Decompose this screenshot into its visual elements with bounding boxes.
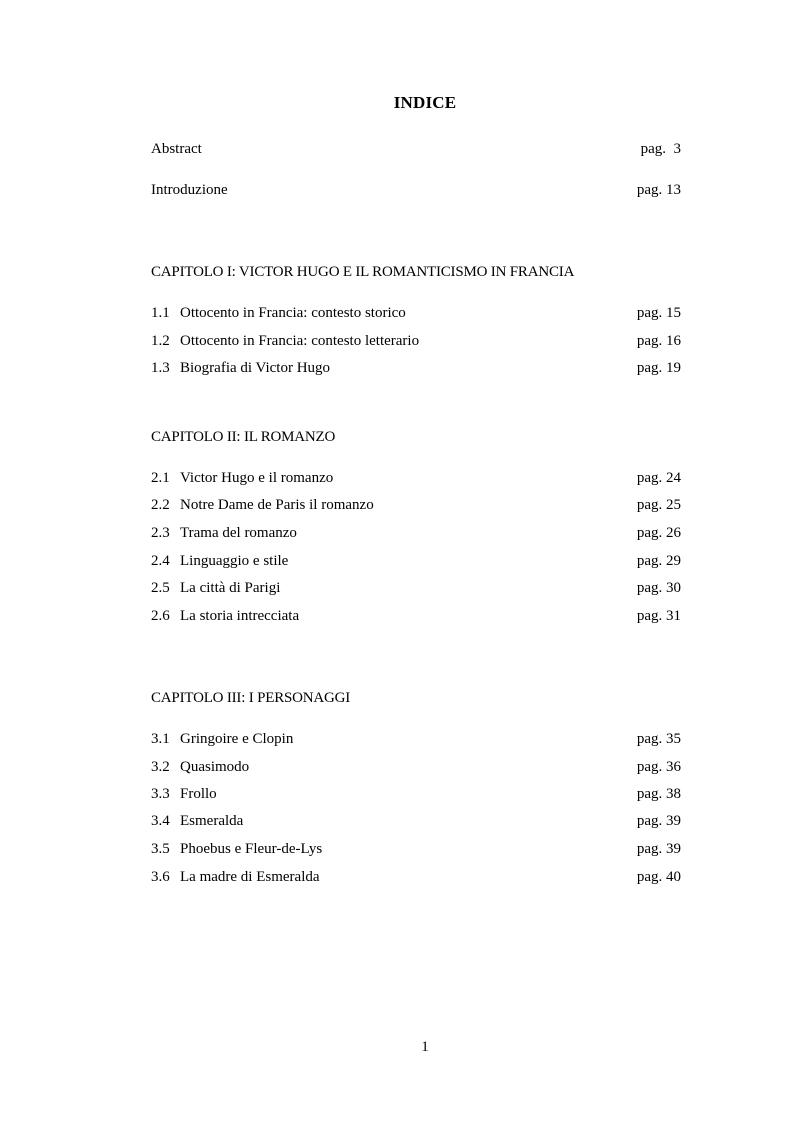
- toc-entry-page: pag. 30: [636, 580, 681, 596]
- toc-entry-introduzione: [151, 182, 681, 204]
- toc-entry: [151, 525, 681, 547]
- toc-entry: [151, 731, 681, 753]
- toc-entry-number: 3.2: [151, 759, 170, 775]
- chapter-heading: CAPITOLO I: VICTOR HUGO E IL ROMANTICISMO IN FRANCIA: [151, 264, 575, 280]
- toc-entry-page: pag. 3: [640, 141, 681, 157]
- toc-entry: [151, 608, 681, 630]
- toc-entry: [151, 580, 681, 602]
- toc-entry-number: 1.1: [151, 305, 170, 321]
- toc-entry-page: pag. 35: [636, 731, 681, 747]
- toc-entry: [151, 553, 681, 575]
- toc-entry-page: pag. 36: [636, 759, 681, 775]
- toc-entry-label: Biografia di Victor Hugo: [180, 360, 331, 376]
- toc-entry-page: pag. 25: [636, 497, 681, 513]
- toc-entry-label: Introduzione: [151, 182, 228, 198]
- toc-entry-page: pag. 39: [636, 813, 681, 829]
- toc-entry-label: Trama del romanzo: [180, 525, 297, 541]
- toc-entry-number: 3.1: [151, 731, 170, 747]
- toc-entry-page: pag. 40: [636, 869, 681, 885]
- toc-entry-label: La storia intrecciata: [180, 608, 300, 624]
- toc-entry-number: 3.6: [151, 869, 170, 885]
- toc-entry-page: pag. 39: [636, 841, 681, 857]
- toc-entry-page: pag. 13: [636, 182, 681, 198]
- toc-entry-number: 2.5: [151, 580, 170, 596]
- toc-entry: [151, 841, 681, 863]
- toc-entry-number: 3.4: [151, 813, 170, 829]
- toc-entry-label: Esmeralda: [180, 813, 244, 829]
- toc-entry: [151, 333, 681, 355]
- toc-entry: [151, 786, 681, 808]
- toc-entry-label: Quasimodo: [180, 759, 250, 775]
- toc-entry: [151, 869, 681, 891]
- toc-entry-label: Ottocento in Francia: contesto storico: [180, 305, 406, 321]
- toc-entry: [151, 305, 681, 327]
- toc-entry: [151, 759, 681, 781]
- toc-entry-number: 2.6: [151, 608, 170, 624]
- toc-entry-number: 2.2: [151, 497, 170, 513]
- toc-entry-number: 2.4: [151, 553, 170, 569]
- toc-entry-label: Frollo: [180, 786, 217, 802]
- toc-entry: [151, 497, 681, 519]
- toc-entry: [151, 360, 681, 382]
- toc-entry-label: Abstract: [151, 141, 202, 157]
- toc-entry-number: 3.5: [151, 841, 170, 857]
- toc-entry-page: pag. 31: [636, 608, 681, 624]
- chapter-heading: CAPITOLO II: IL ROMANZO: [151, 429, 336, 445]
- toc-entry-page: pag. 15: [636, 305, 681, 321]
- toc-entry-page: pag. 16: [636, 333, 681, 349]
- page-number: 1: [421, 1039, 429, 1055]
- toc-entry-label: Victor Hugo e il romanzo: [180, 470, 334, 486]
- toc-entry-page: pag. 29: [636, 553, 681, 569]
- toc-entry: [151, 813, 681, 835]
- toc-entry-number: 2.3: [151, 525, 170, 541]
- toc-entry-number: 1.2: [151, 333, 170, 349]
- toc-entry-number: 2.1: [151, 470, 170, 486]
- page-title: INDICE: [393, 93, 457, 112]
- toc-entry-abstract: [151, 141, 681, 163]
- toc-entry-label: Ottocento in Francia: contesto letterario: [180, 333, 420, 349]
- toc-entry-label: Linguaggio e stile: [180, 553, 289, 569]
- toc-entry-page: pag. 24: [636, 470, 681, 486]
- toc-entry-page: pag. 38: [636, 786, 681, 802]
- chapter-heading: CAPITOLO III: I PERSONAGGI: [151, 690, 351, 706]
- toc-entry-page: pag. 19: [636, 360, 681, 376]
- toc-entry-page: pag. 26: [636, 525, 681, 541]
- toc-entry-label: La madre di Esmeralda: [180, 869, 320, 885]
- toc-entry-label: Notre Dame de Paris il romanzo: [180, 497, 374, 513]
- toc-entry-label: Gringoire e Clopin: [180, 731, 294, 747]
- toc-entry-label: Phoebus e Fleur-de-Lys: [180, 841, 323, 857]
- toc-entry-label: La città di Parigi: [180, 580, 281, 596]
- toc-entry-number: 1.3: [151, 360, 170, 376]
- toc-entry: [151, 470, 681, 492]
- toc-entry-number: 3.3: [151, 786, 170, 802]
